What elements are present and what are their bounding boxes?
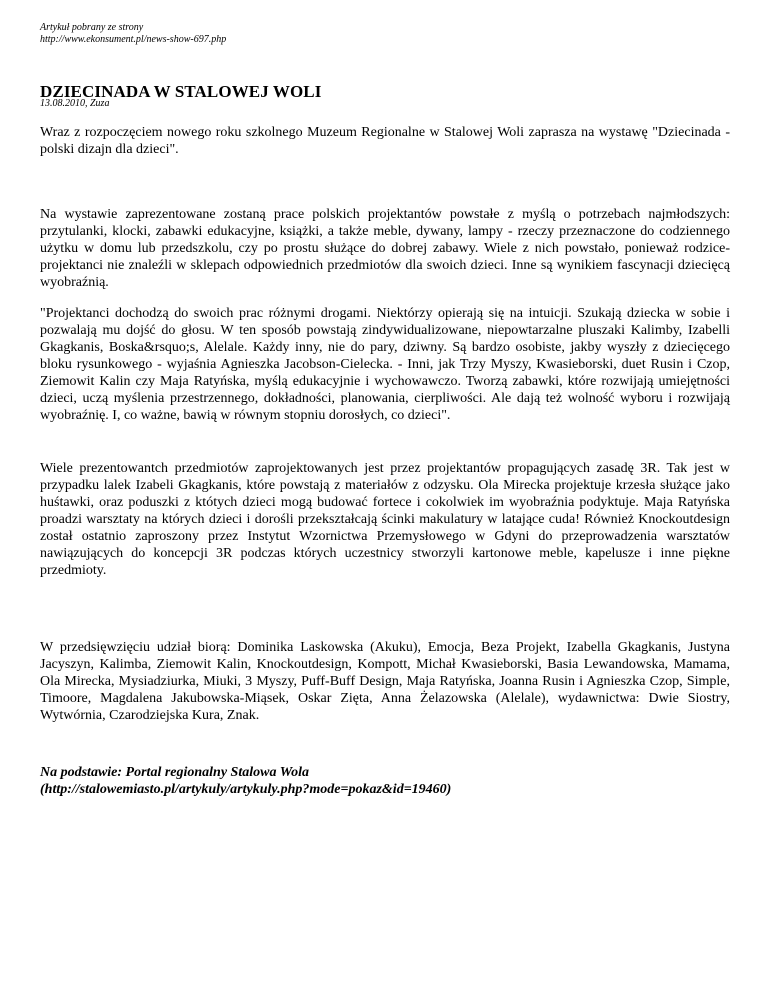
article-paragraph: Wiele prezentowantch przedmiotów zaprojektowanych jest przez projektantów propagujących zasadę 3R. Tak jest w przypadku lalek Izabeli Gkagkanis, które powstają z materiałów z odzysku. Ola Mirecka projektuje krzesła służące jako huśtawki, oraz poduszki z któtych dzieci mogą budować fortece i cokolwiek im wyobraźnia podyktuje. Maja Ratyńska proadzi warsztaty na których dzieci i dorośli przekształcają ścinki makulatury w latające cuda! Również Knockoutdesign został ostatnio zaproszony przez Instytut Wzornictwa Przemysłowego w Gdyni do przeprowadzenia warsztatów nawiązujących do koncepcji 3R podczas których uczestnicy stworzyli kartonowe meble, kapelusze i inne piękne przedmioty.	[40, 461, 730, 578]
article-paragraph: W przedsięwzięciu udział biorą: Dominika Laskowska (Akuku), Emocja, Beza Projekt, Izabella Gkagkanis, Justyna Jacyszyn, Kalimba, Ziemowit Kalin, Knockoutdesign, Kompott, Michał Kwasieborski, Basia Lewandowska, Mamama, Ola Mirecka, Mysiadziurka, Miuki, 3 Myszy, Puff-Buff Design, Maja Ratyńska, Joanna Rusin i Agnieszka Czop, Simple, Timoore, Magdalena Jakubowska-Miąsek, Oskar Zięta, Anna Żelazowska (Alelale), wydawnictwa: Dwie Siostry, Wytwórnia, Czarodziejska Kura, Znak.	[40, 640, 730, 723]
source-url: http://www.ekonsument.pl/news-show-697.php	[40, 34, 227, 45]
footer-source	[40, 764, 730, 798]
footer-source-url: (http://stalowemiasto.pl/artykuly/artykuly.php?mode=pokaz&id=19460)	[40, 782, 452, 797]
article-paragraph: "Projektanci dochodzą do swoich prac różnymi drogami. Niektórzy opierają się na intuicji. Szukają dziecka w sobie i pozwalają mu dojść do głosu. W ten sposób powstają zindywidualizowane, niepowtarzalne pluszaki Kalimby, Izabelli Gkagkanis, Boska&rsquo;s, Alelale. Każdy inny, nie do pary, dziwny. Są bardzo osobiste, jakby wyszły z dziecięcego bloku rysunkowego - wyjaśnia Agnieszka Jacobson-Cielecka. - Inni, jak Trzy Myszy, Kwasieborski, duet Rusin i Czop, Ziemowit Kalin czy Maja Ratyńska, myślą edukacyjnie i wychowawczo. Tworzą zabawki, które rozwijają umiejętności dzieci, uczą myślenia przestrzennego, dokładności, planowania, cierpliwości. Ale dają też wolność wyboru i rozwijają wyobraźnię. I, co ważne, bawią w równym stopniu dorosłych, co dzieci".	[40, 306, 730, 423]
article-paragraph: Wraz z rozpoczęciem nowego roku szkolnego Muzeum Regionalne w Stalowej Woli zaprasza na wystawę "Dziecinada - polski dizajn dla dzieci".	[40, 125, 730, 157]
article-byline: 13.08.2010, Zuza	[40, 98, 110, 109]
source-header	[40, 22, 226, 46]
article-paragraph: Na wystawie zaprezentowane zostaną prace polskich projektantów powstałe z myślą o potrzebach najmłodszych: przytulanki, klocki, zabawki edukacyjne, książki, a także meble, dywany, lampy - rzeczy przeznaczone do codziennego użytku w domu lub przedszkolu, czy po prostu służące do dobrej zabawy. Wiele z nich powstało, ponieważ rodzice-projektanci nie znaleźli w sklepach odpowiednich przedmiotów dla swoich dzieci. Inne są wynikiem fascynacji dziecięcą wyobraźnią.	[40, 207, 730, 290]
article-title: DZIECINADA W STALOWEJ WOLI	[40, 82, 322, 101]
source-label: Artykuł pobrany ze strony	[40, 22, 144, 33]
footer-source-name: Na podstawie: Portal regionalny Stalowa Wola	[40, 765, 310, 780]
